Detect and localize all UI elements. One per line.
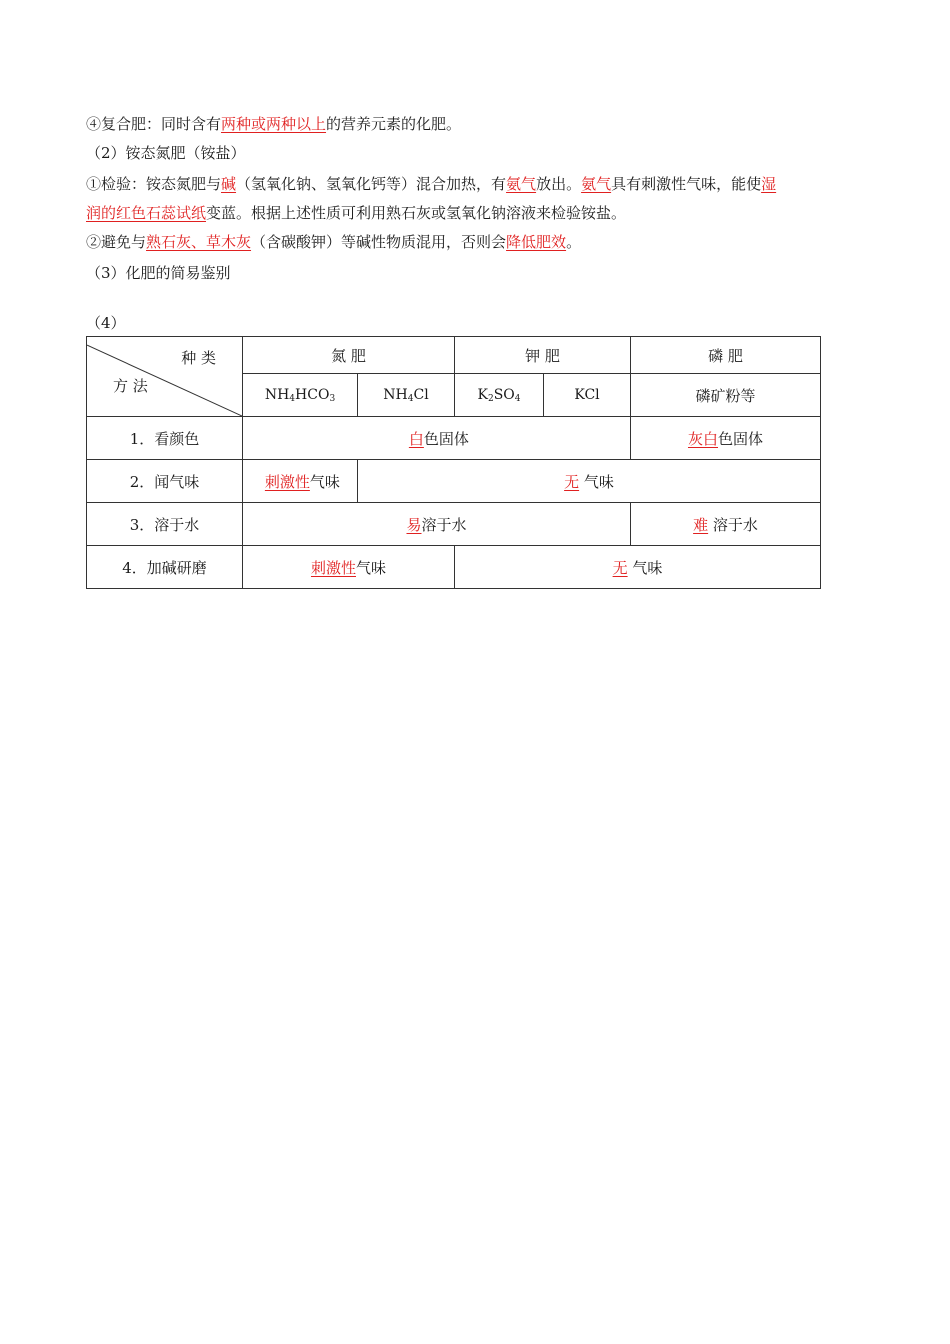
- paragraph-avoid: [86, 227, 866, 257]
- answer-text: 刺激性: [264, 472, 310, 491]
- answer-text: 难: [693, 515, 709, 534]
- table-row: [87, 417, 821, 460]
- text: ②避免与: [86, 233, 147, 251]
- method-cell: 1．看颜色: [87, 417, 243, 460]
- paragraph-test-line2: [86, 198, 866, 228]
- text: 溶于水: [712, 515, 758, 534]
- text: 色固体: [423, 429, 469, 448]
- diagonal-header-cell: [87, 337, 243, 417]
- text: 色固体: [718, 429, 764, 448]
- method-cell: 4．加碱研磨: [87, 546, 243, 589]
- text: （氢氧化钠、氢氧化钙等）混合加热，有: [236, 175, 507, 193]
- paragraph-compound-fertilizer: [86, 109, 866, 139]
- answer-text: 熟石灰、草木灰: [146, 233, 252, 251]
- answer-cell: [243, 546, 455, 589]
- answer-cell: [243, 417, 631, 460]
- text: 气味: [356, 558, 387, 577]
- table-header-row: [87, 337, 821, 374]
- method-cell: 3．溶于水: [87, 503, 243, 546]
- fertilizer-identification-table: [86, 336, 821, 589]
- text: 具有刺激性气味，能使: [611, 175, 762, 193]
- diagonal-line: [87, 337, 242, 416]
- header-potassium: 钾 肥: [455, 337, 631, 374]
- text: 。: [566, 233, 582, 251]
- text: 的营养元素的化肥。: [326, 115, 462, 133]
- answer-text: 两种或两种以上: [221, 115, 327, 133]
- text: （含碳酸钾）等碱性物质混用，否则会: [251, 233, 507, 251]
- header-kcl: KCl: [544, 374, 631, 417]
- text: 放出。: [536, 175, 582, 193]
- answer-text: 白: [408, 429, 424, 448]
- header-nitrogen: 氮 肥: [243, 337, 455, 374]
- answer-cell: [455, 546, 821, 589]
- text: 气味: [583, 472, 614, 491]
- section-heading-identification: （3）化肥的简易鉴别: [86, 264, 231, 282]
- answer-text: 无: [564, 472, 580, 491]
- text: 气味: [309, 472, 340, 491]
- header-k2so4: $K_2SO_4$: [455, 374, 544, 417]
- table-row: [87, 546, 821, 589]
- section-heading-ammonium: （2）铵态氮肥（铵盐）: [86, 144, 246, 162]
- answer-text: 降低肥效: [506, 233, 567, 251]
- answer-text: 刺激性: [310, 558, 356, 577]
- text: ④复合肥：同时含有: [86, 115, 222, 133]
- header-phosphorus: 磷 肥: [631, 337, 821, 374]
- header-nh4hco3: $NH_4HCO_3$: [243, 374, 358, 417]
- answer-text: 润的红色石蕊试纸: [86, 204, 207, 222]
- method-cell: 2．闻气味: [87, 460, 243, 503]
- table-row: [87, 503, 821, 546]
- text: ①检验：铵态氮肥与: [86, 175, 222, 193]
- header-method: 方 法: [113, 377, 148, 395]
- text: 气味: [632, 558, 663, 577]
- answer-text: 无: [612, 558, 628, 577]
- answer-text: 湿: [761, 175, 777, 193]
- paragraph-test-line1: [86, 169, 866, 199]
- answer-text: 易: [406, 515, 422, 534]
- answer-cell: [631, 503, 821, 546]
- answer-cell: [631, 417, 821, 460]
- section-heading-4: （4）: [86, 314, 126, 332]
- answer-text: 灰白: [687, 429, 718, 448]
- text: 溶于水: [421, 515, 467, 534]
- text: 变蓝。根据上述性质可利用熟石灰或氢氧化钠溶液来检验铵盐。: [206, 204, 627, 222]
- header-nh4cl: $NH_4Cl$: [358, 374, 455, 417]
- header-category: 种 类: [181, 349, 216, 367]
- header-phosphate-rock: 磷矿粉等: [631, 374, 821, 417]
- answer-cell: [243, 460, 358, 503]
- answer-text: 氨气: [581, 175, 612, 193]
- answer-text: 氨气: [506, 175, 537, 193]
- answer-cell: [243, 503, 631, 546]
- answer-cell: [358, 460, 821, 503]
- answer-text: 碱: [221, 175, 237, 193]
- table-row: [87, 460, 821, 503]
